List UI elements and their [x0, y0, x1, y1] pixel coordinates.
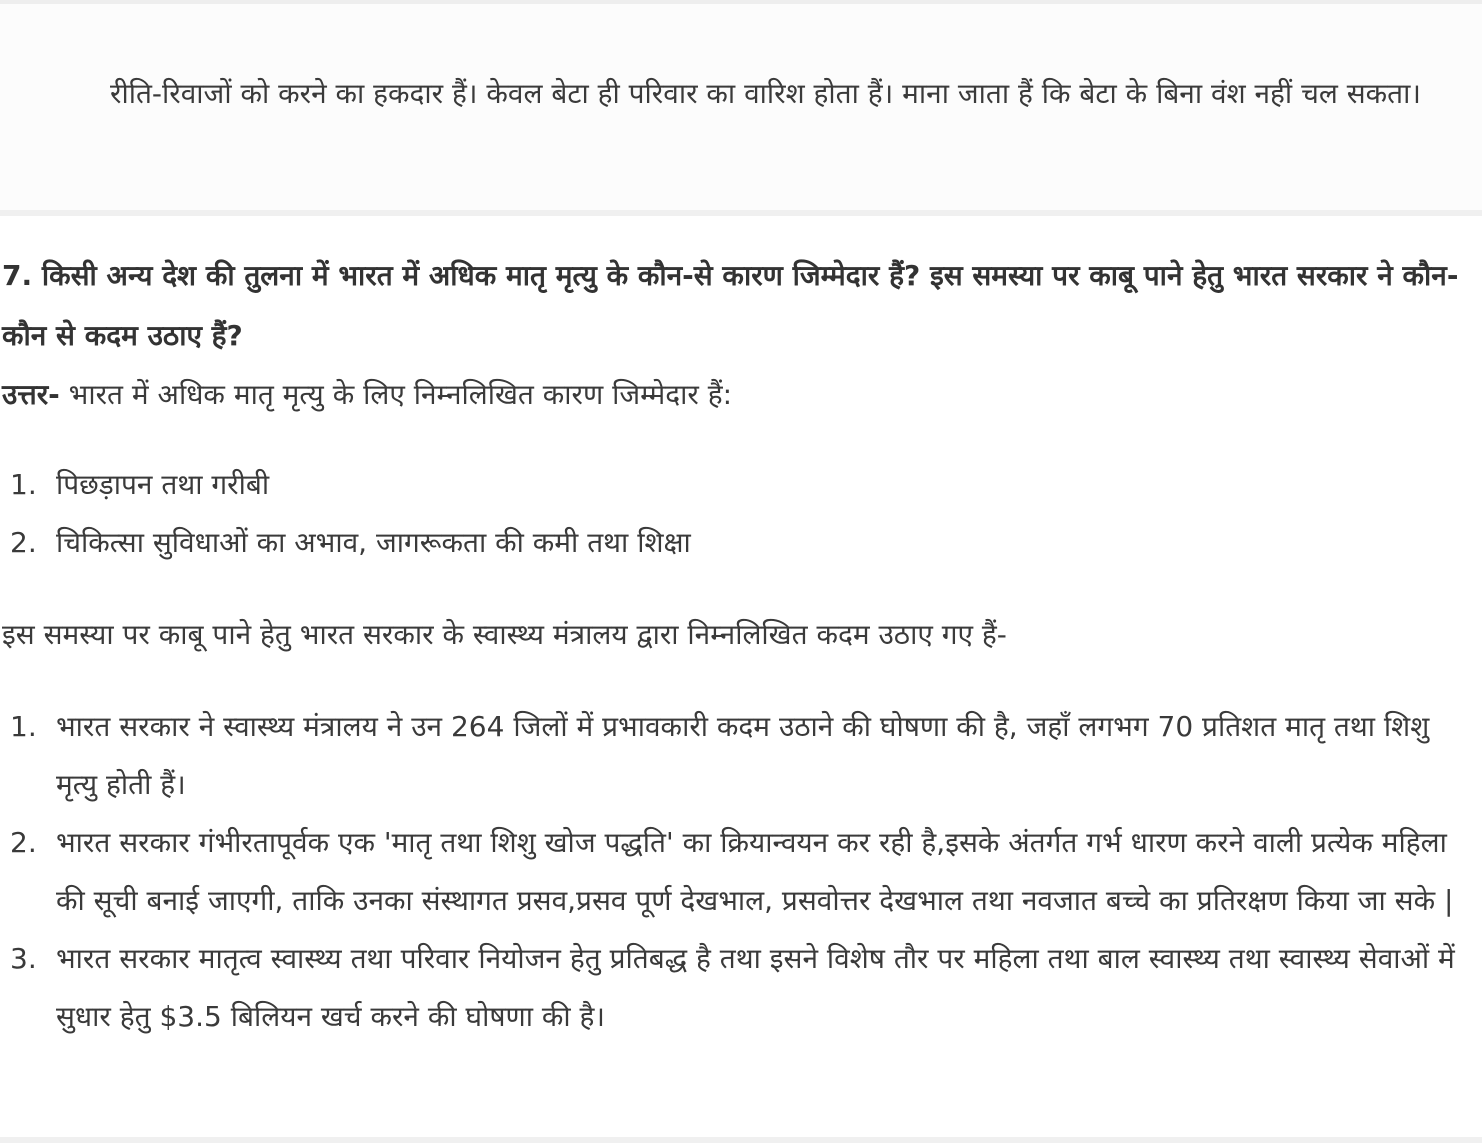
answer-intro [2, 366, 1472, 424]
list-item-text: भारत सरकार गंभीरतापूर्वक एक 'मातृ तथा शिशु खोज पद्धति' का क्रियान्वयन कर रही है,इसके अंतर्गत गर्भ धारण करने वाली प्रत्येक महिला की सूची बनाई जाएगी, ताकि उनका संस्थागत प्रसव,प्रसव पूर्ण देखभाल, प्रसवोत्तर देखभाल तथा नवजात बच्चे का प्रतिरक्षण किया जा सके | [56, 826, 1454, 917]
list-item-text: पिछड़ापन तथा गरीबी [56, 468, 270, 501]
list-item [0, 814, 1470, 930]
list-item [0, 698, 1470, 814]
previous-answer-text: रीति-रिवाजों को करने का हकदार हैं। केवल बेटा ही परिवार का वारिश होता हैं। माना जाता हैं कि बेटा के बिना वंश नहीं चल सकता। [110, 77, 1421, 110]
answer-intro-text: भारत में अधिक मातृ मृत्यु के लिए निम्नलिखित कारण जिम्मेदार हैं: [59, 378, 733, 411]
list-item-number: 3. [10, 942, 37, 975]
answer-label: उत्तर- [2, 378, 60, 411]
section-divider [0, 210, 1482, 216]
list-item-text: भारत सरकार ने स्वास्थ्य मंत्रालय ने उन 264 जिलों में प्रभावकारी कदम उठाने की घोषणा की है, जहाँ लगभग 70 प्रतिशत मातृ तथा शिशु मृत्यु होती हैं। [56, 710, 1430, 801]
list-item-text: भारत सरकार मातृत्व स्वास्थ्य तथा परिवार नियोजन हेतु प्रतिबद्ध है तथा इसने विशेष तौर पर महिला तथा बाल स्वास्थ्य तथा स्वास्थ्य सेवाओं में सुधार हेतु $3.5 बिलियन खर्च करने की घोषणा की है। [56, 942, 1455, 1033]
list-item-number: 1. [10, 468, 37, 501]
bottom-divider [0, 1137, 1482, 1143]
list-item-number: 2. [10, 526, 37, 559]
question-heading: 7. किसी अन्य देश की तुलना में भारत में अधिक मातृ मृत्यु के कौन-से कारण जिम्मेदार हैं? इस समस्या पर काबू पाने हेतु भारत सरकार ने कौन-कौन से कदम उठाए हैं? [2, 259, 1459, 352]
previous-answer-block [0, 4, 1482, 210]
list-item [0, 930, 1470, 1046]
causes-list [0, 456, 1470, 572]
list-item-number: 2. [10, 826, 37, 859]
list-item [0, 514, 1470, 572]
list-item-number: 1. [10, 710, 37, 743]
measures-intro: इस समस्या पर काबू पाने हेतु भारत सरकार के स्वास्थ्य मंत्रालय द्वारा निम्नलिखित कदम उठाए गए हैं- [2, 618, 1007, 651]
measures-list [0, 698, 1470, 1046]
list-item-text: चिकित्सा सुविधाओं का अभाव, जागरूकता की कमी तथा शिक्षा [56, 526, 691, 559]
list-item [0, 456, 1470, 514]
